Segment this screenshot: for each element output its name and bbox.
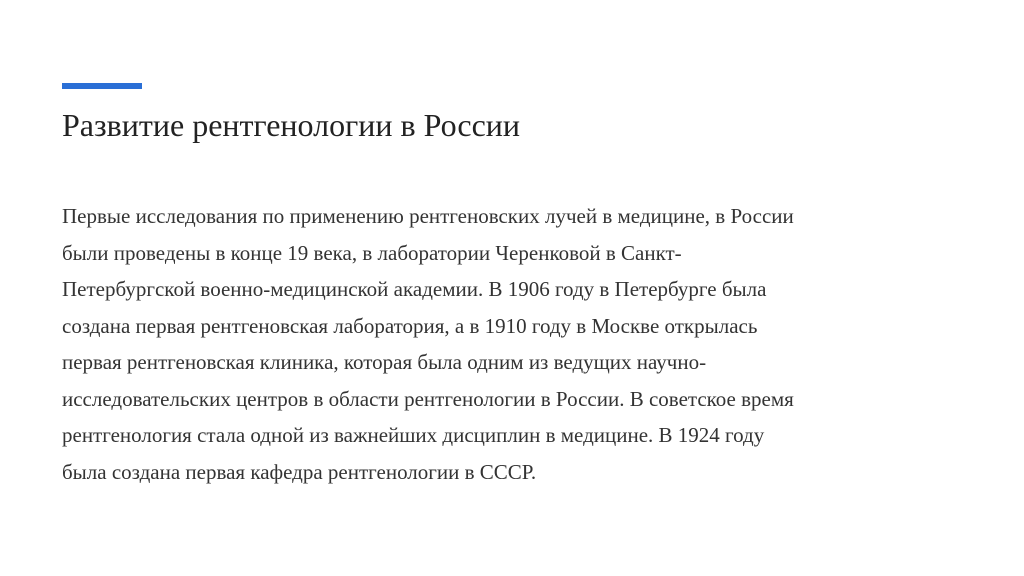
slide-title: Развитие рентгенологии в России [62, 107, 521, 143]
slide-body-text [62, 198, 972, 490]
body-text-line: была создана первая кафедра рентгенологии в СССР. [62, 459, 537, 484]
body-text-line: создана первая рентгеновская лаборатория, а в 1910 году в Москве открылась [62, 313, 758, 338]
title-accent-bar [62, 83, 142, 89]
body-text-line: исследовательских центров в области рентгенологии в России. В советское время [62, 386, 794, 411]
body-text-line: Петербургской военно-медицинской академии. В 1906 году в Петербурге была [62, 277, 767, 301]
body-text-line: первая рентгеновская клиника, которая была одним из ведущих научно- [62, 350, 707, 374]
body-text-line: Первые исследования по применению рентгеновских лучей в медицине, в России [62, 204, 794, 228]
body-text-line: рентгенология стала одной из важнейших дисциплин в медицине. В 1924 году [62, 423, 765, 447]
body-text-line: были проведены в конце 19 века, в лаборатории Черенковой в Санкт- [62, 240, 682, 265]
